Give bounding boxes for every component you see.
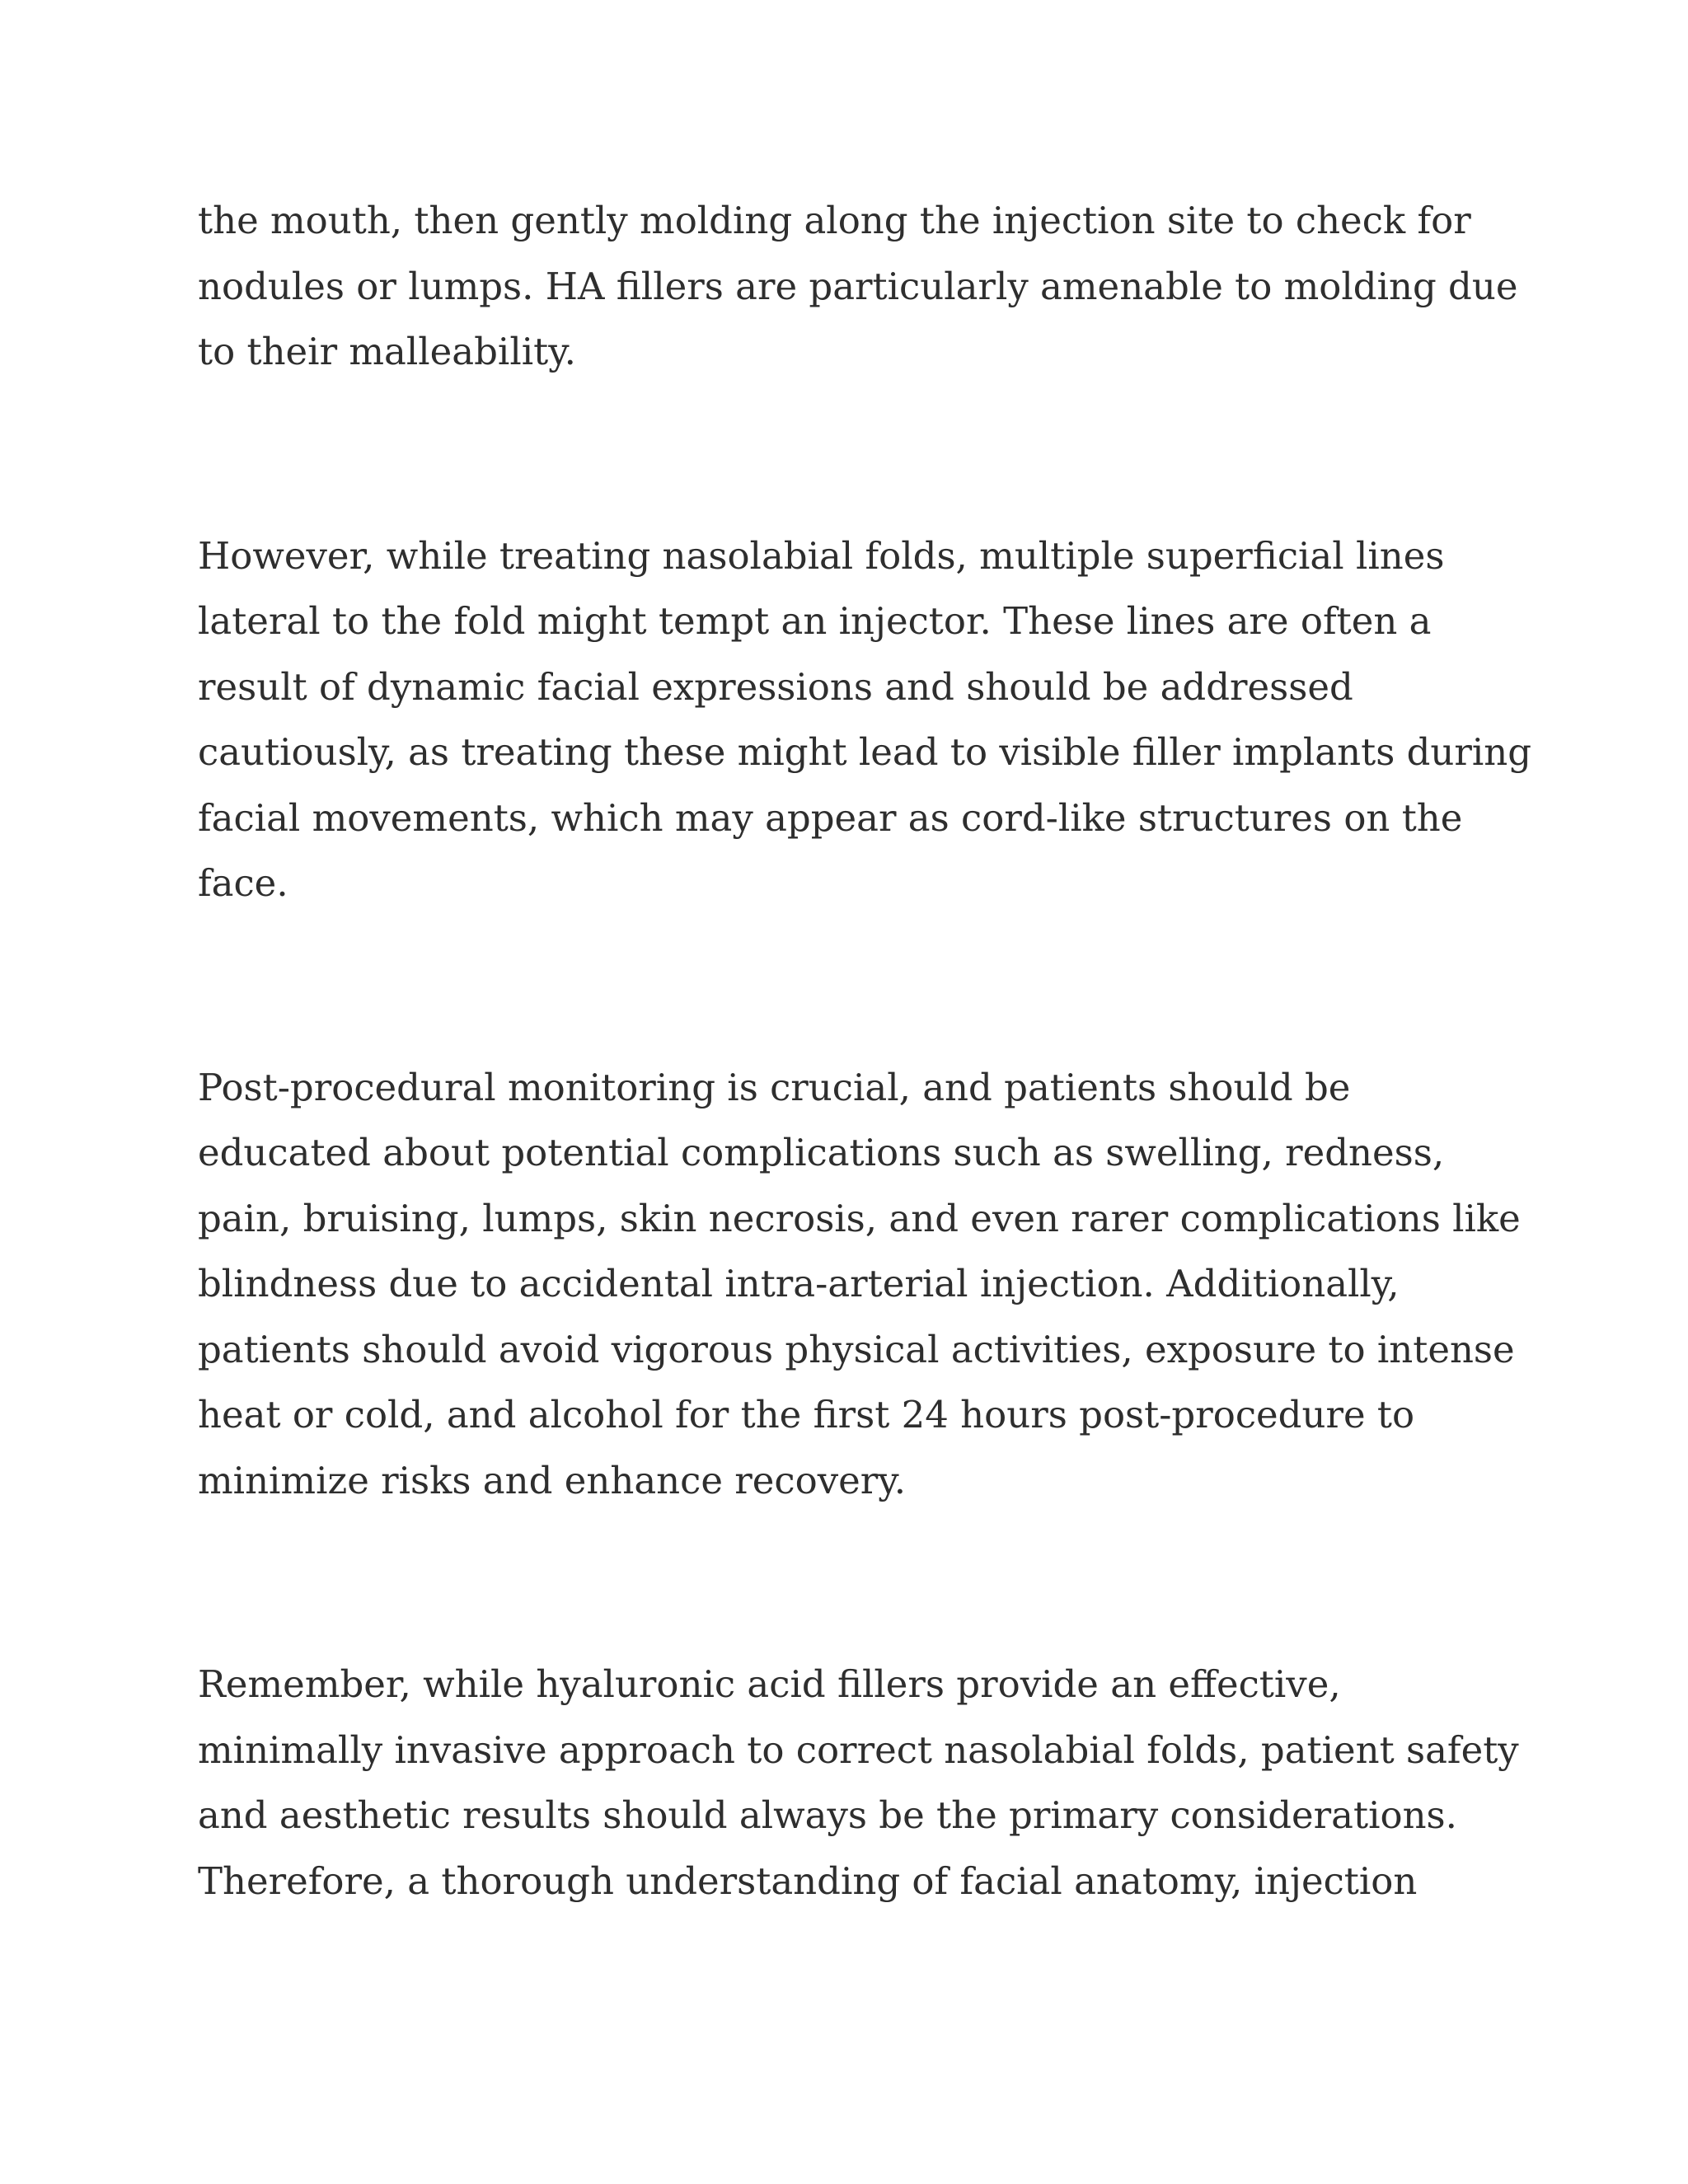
- text-line: pain, bruising, lumps, skin necrosis, and even rarer complications like: [198, 1196, 1521, 1240]
- text-line: cautiously, as treating these might lead to visible filler implants during: [198, 730, 1532, 774]
- paragraph-spacer: [198, 1513, 1500, 1652]
- text-line: Therefore, a thorough understanding of facial anatomy, injection: [198, 1858, 1418, 1903]
- text-line: Remember, while hyaluronic acid fillers provide an effective,: [198, 1662, 1341, 1706]
- paragraph-remember-safety: [198, 1652, 1519, 1914]
- text-line: Post-procedural monitoring is crucial, and patients should be: [198, 1065, 1351, 1109]
- text-line: lateral to the fold might tempt an injector. These lines are often a: [198, 599, 1432, 643]
- text-line: face.: [198, 861, 288, 905]
- paragraph-superficial-lines: [198, 523, 1532, 916]
- text-line: to their malleability.: [198, 330, 576, 373]
- paragraph-spacer: [198, 916, 1500, 1055]
- text-line: nodules or lumps. HA fillers are particularly amenable to molding due: [198, 264, 1518, 308]
- paragraph-filler-molding: [198, 188, 1518, 385]
- text-line: heat or cold, and alcohol for the first 24 hours post-procedure to: [198, 1393, 1415, 1436]
- document-body: [198, 188, 1532, 1914]
- text-line: blindness due to accidental intra-arterial injection. Additionally,: [198, 1262, 1400, 1305]
- text-line: facial movements, which may appear as cord-like structures on the: [198, 795, 1463, 840]
- text-line: minimize risks and enhance recovery.: [198, 1458, 907, 1502]
- text-line: However, while treating nasolabial folds, multiple superficial lines: [198, 533, 1445, 578]
- text-line: educated about potential complications such as swelling, redness,: [198, 1131, 1445, 1174]
- text-line: and aesthetic results should always be the primary considerations.: [198, 1793, 1457, 1837]
- paragraph-spacer: [198, 385, 1500, 523]
- text-line: the mouth, then gently molding along the injection site to check for: [198, 199, 1471, 242]
- text-line: patients should avoid vigorous physical activities, exposure to intense: [198, 1327, 1515, 1371]
- text-line: minimally invasive approach to correct nasolabial folds, patient safety: [198, 1727, 1519, 1772]
- text-line: result of dynamic facial expressions and should be addressed: [198, 664, 1353, 709]
- paragraph-post-procedural-monitoring: [198, 1055, 1521, 1514]
